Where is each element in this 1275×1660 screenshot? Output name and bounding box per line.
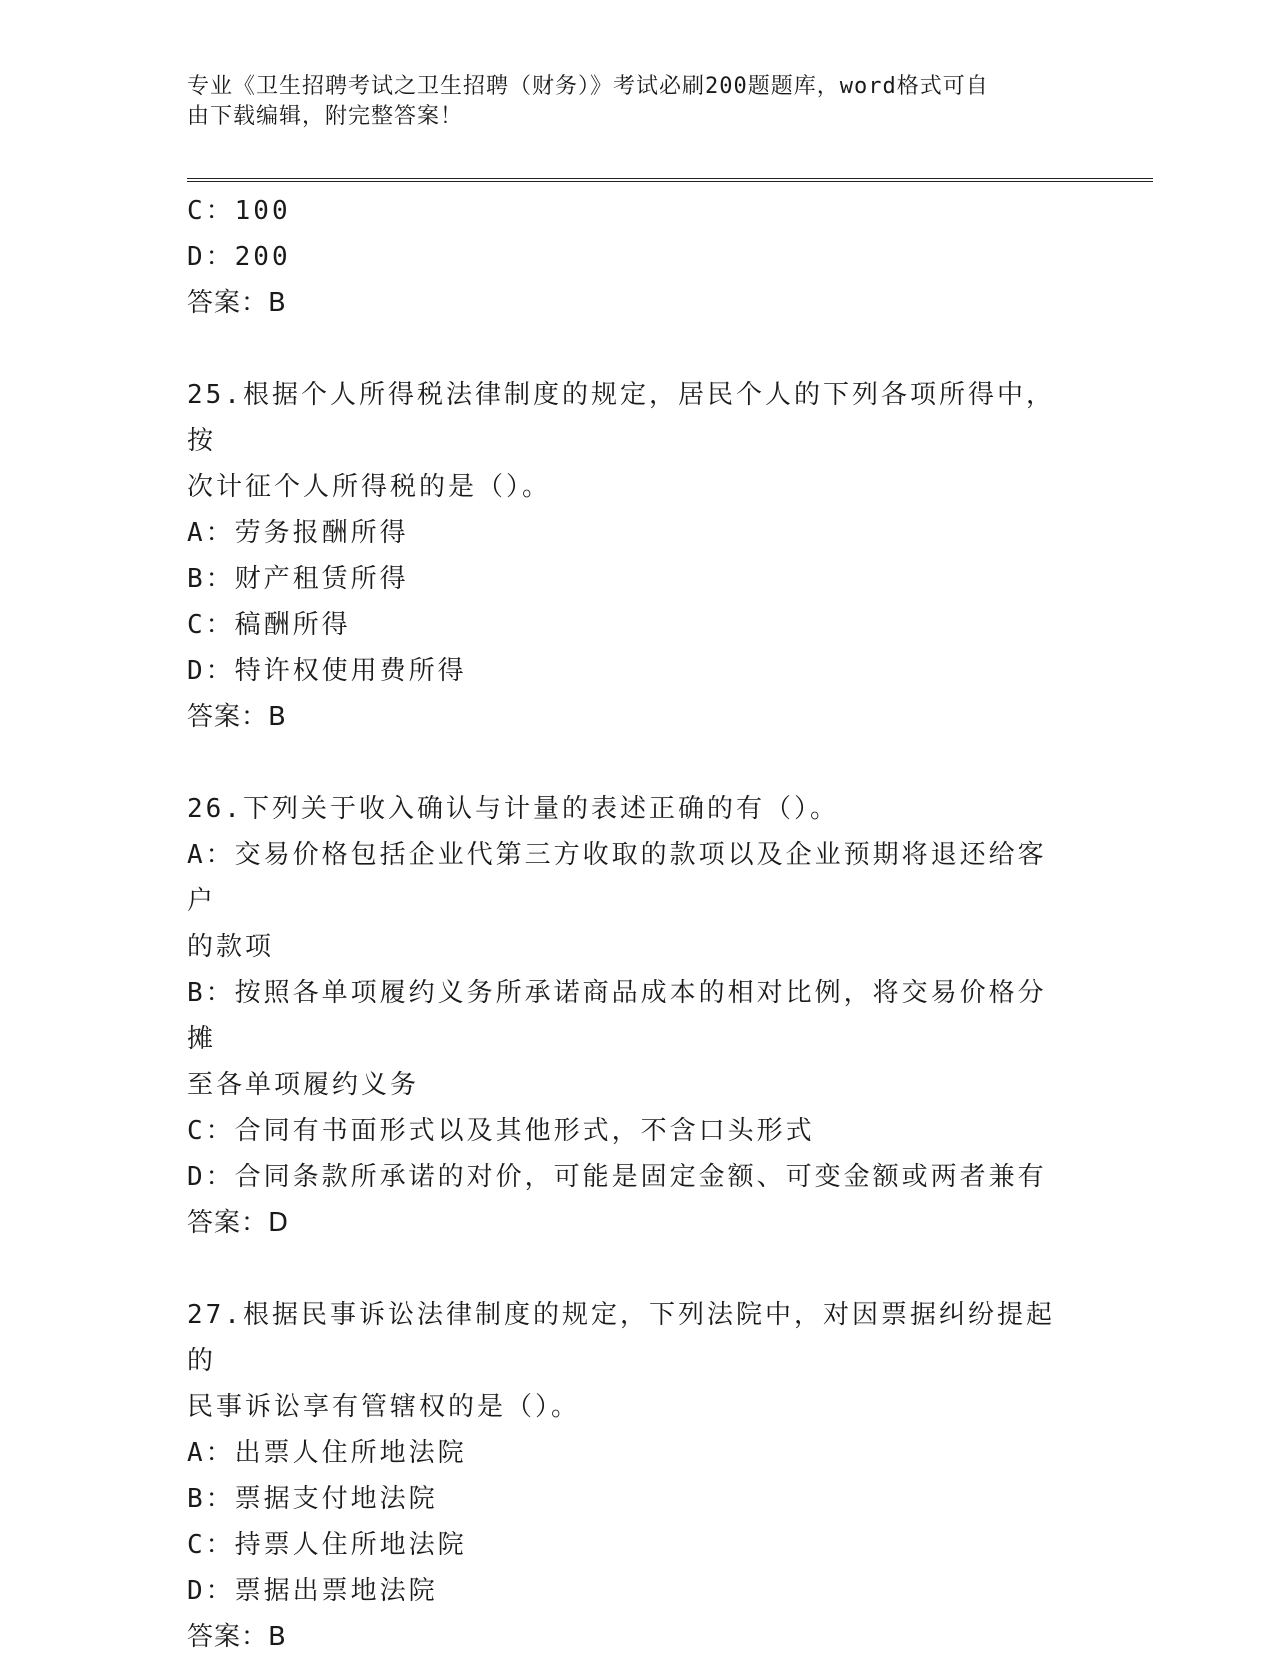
option-d: D：特许权使用费所得 (187, 656, 467, 686)
answer-line: 答案：B (187, 1622, 287, 1652)
header-title-line-2: 由下载编辑，附完整答案！ (187, 104, 464, 129)
option-a: A：劳务报酬所得 (187, 518, 409, 548)
option-a: A：出票人住所地法院 (187, 1438, 467, 1468)
option-c: C：持票人住所地法院 (187, 1530, 467, 1560)
page-header (187, 72, 1067, 132)
option-c: C：合同有书面形式以及其他形式，不含口头形式 (187, 1116, 815, 1146)
option-d: D：合同条款所承诺的对价，可能是固定金额、可变金额或两者兼有 (187, 1162, 1047, 1192)
option-a: A：交易价格包括企业代第三方收取的款项以及企业预期将退还给客户 (187, 840, 1047, 916)
spacer (187, 740, 1067, 786)
option-c: C：稿酬所得 (187, 610, 351, 640)
previous-question-tail (187, 188, 1067, 326)
option-d: D：200 (187, 242, 291, 272)
question-25 (187, 372, 1067, 740)
question-stem-continued: 次计征个人所得税的是（）。 (187, 472, 552, 502)
question-stem-continued: 民事诉讼享有管辖权的是（）。 (187, 1392, 581, 1422)
header-title-line-1: 专业《卫生招聘考试之卫生招聘（财务）》考试必刷200题题库，word格式可自 (187, 74, 989, 99)
option-b: B：按照各单项履约义务所承诺商品成本的相对比例，将交易价格分摊 (187, 978, 1047, 1054)
question-stem: 27.根据民事诉讼法律制度的规定，下列法院中，对因票据纠纷提起的 (187, 1300, 1055, 1376)
spacer (187, 326, 1067, 372)
question-stem: 26.下列关于收入确认与计量的表述正确的有（）。 (187, 794, 839, 824)
option-b-continued: 至各单项履约义务 (187, 1070, 420, 1100)
option-c: C：100 (187, 196, 291, 226)
option-b: B：财产租赁所得 (187, 564, 409, 594)
question-stem: 25.根据个人所得税法律制度的规定，居民个人的下列各项所得中，按 (187, 380, 1055, 456)
question-26 (187, 786, 1067, 1246)
option-a-continued: 的款项 (187, 932, 275, 962)
answer-line: 答案：D (187, 1208, 290, 1238)
answer-line: 答案：B (187, 288, 287, 318)
answer-line: 答案：B (187, 702, 287, 732)
option-d: D：票据出票地法院 (187, 1576, 438, 1606)
option-b: B：票据支付地法院 (187, 1484, 438, 1514)
document-body (187, 188, 1067, 1660)
question-27 (187, 1292, 1067, 1660)
header-divider (187, 178, 1153, 182)
spacer (187, 1246, 1067, 1292)
